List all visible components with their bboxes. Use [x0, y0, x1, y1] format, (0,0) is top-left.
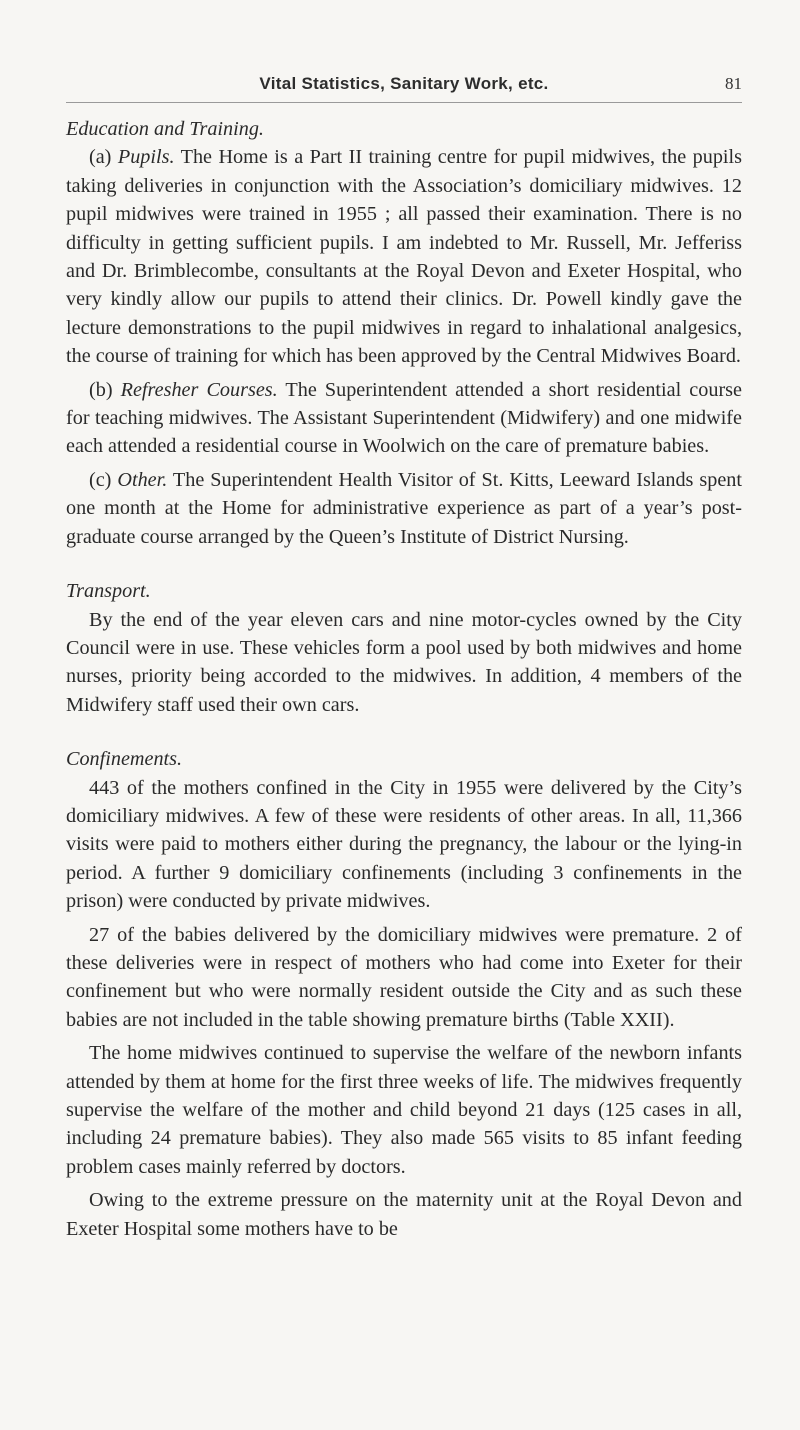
item-marker-b: (b) — [89, 378, 113, 401]
subheading-other: Other. — [117, 468, 168, 491]
running-title: Vital Statistics, Sanitary Work, etc. — [259, 74, 549, 93]
paragraph-refresher-courses — [66, 376, 742, 461]
paragraph-confinements-1: 443 of the mothers confined in the City in 1955 were delivered by the City’s domiciliary midwives. A few of these were residents of other areas. In all, 11,366 visits were paid to mothers either during the pregnancy, the labour or the lying-in period. A further 9 domiciliary confinements (including 3 confinements in the prison) were conducted by private midwives. — [66, 776, 742, 913]
item-marker-a: (a) — [89, 146, 112, 169]
subheading-refresher-courses: Refresher Courses. — [120, 378, 278, 401]
section-heading-confinements: Confinements. — [66, 748, 183, 771]
page-number: 81 — [725, 74, 742, 93]
section-heading-transport: Transport. — [66, 580, 151, 603]
paragraph-other-text: The Superintendent Health Visitor of St. Kitts, Leeward Islands spent one month at the Home for administrative experience as part of a year’s post-graduate course arranged by the Queen’s Institute of District Nursing. — [66, 468, 742, 548]
paragraph-confinements-3: The home midwives continued to supervise the welfare of the newborn infants attended by them at home for the first three weeks of life. The midwives frequently supervise the welfare of the mother and child beyond 21 days (125 cases in all, including 24 premature babies). They also made 565 visits to 85 infant feeding problem cases mainly referred by doctors. — [66, 1042, 742, 1178]
document-page — [66, 72, 742, 1248]
paragraph-transport: By the end of the year eleven cars and nine motor-cycles owned by the City Council were in use. These vehicles form a pool used by both midwives and home nurses, priority being accorded to the midwives. In addition, 4 members of the Midwifery staff used their own cars. — [66, 608, 742, 716]
item-marker-c: (c) — [89, 468, 112, 491]
paragraph-confinements-2: 27 of the babies delivered by the domiciliary midwives were premature. 2 of these deliveries were in respect of mothers who had come into Exeter for their confinement but who were normally resident outside the City and as such these babies are not included in the table showing premature births (Table XXII). — [66, 923, 742, 1031]
section-heading-education: Education and Training. — [66, 118, 264, 140]
paragraph-pupils-text: The Home is a Part II training centre for pupil midwives, the pupils taking deliveries in conjunction with the Association’s domiciliary midwives. 12 pupil midwives were trained in 1955 ; all passed their examination. There is no difficulty in getting sufficient pupils. I am indebted to Mr. Russell, Mr. Jefferiss and Dr. Brimblecombe, consultants at the Royal Devon and Exeter Hospital, who very kindly allow our pupils to attend their clinics. Dr. Powell kindly gave the lecture demonstrations to the pupil midwives in regard to inhalational analgesics, the course of training for which has been approved by the Central Midwives Board. — [66, 146, 743, 368]
paragraph-confinements-4: Owing to the extreme pressure on the maternity unit at the Royal Devon and Exeter Hospital some mothers have to be — [66, 1189, 742, 1240]
paragraph-pupils — [66, 143, 742, 370]
running-header — [66, 72, 742, 103]
paragraph-refresher-text: The Superintendent attended a short residential course for teaching midwives. The Assistant Superintendent (Midwifery) and one midwife each attended a residential course in Woolwich on the care of premature babies. — [66, 378, 742, 458]
subheading-pupils: Pupils. — [117, 146, 175, 169]
document-body — [66, 115, 742, 1243]
paragraph-other — [66, 466, 742, 551]
